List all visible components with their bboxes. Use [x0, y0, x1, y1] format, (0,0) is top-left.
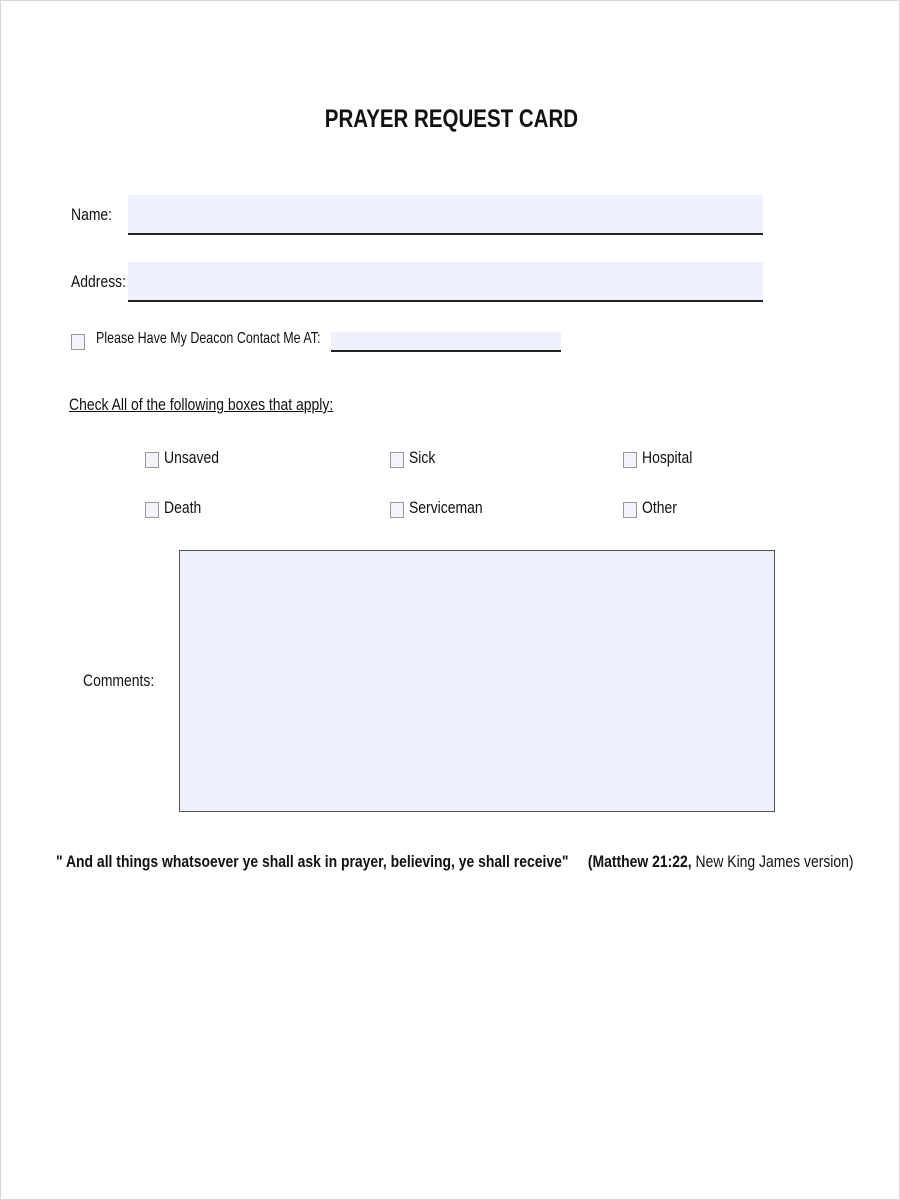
checklist-heading — [69, 395, 391, 415]
title-text: PRAYER REQUEST CARD — [324, 105, 578, 133]
other-label-text: Other — [642, 498, 677, 517]
other-label — [642, 498, 685, 518]
page-title — [1, 105, 900, 134]
hospital-label — [642, 448, 703, 468]
serviceman-checkbox[interactable] — [390, 502, 404, 518]
serviceman-label — [409, 498, 499, 518]
name-label-text: Name: — [71, 205, 113, 224]
deacon-contact-field[interactable] — [331, 332, 561, 352]
sick-checkbox[interactable] — [390, 452, 404, 468]
hospital-label-text: Hospital — [642, 448, 693, 467]
sick-label-text: Sick — [409, 448, 436, 467]
deacon-contact-label-text: Please Have My Deacon Contact Me AT: — [96, 330, 321, 347]
unsaved-label-text: Unsaved — [164, 448, 220, 467]
quote-version: New King James version) — [695, 852, 854, 871]
quote-text: " And all things whatsoever ye shall ask in prayer, believing, ye shall receive" — [56, 852, 569, 871]
name-field[interactable] — [128, 195, 763, 235]
comments-label-text: Comments: — [83, 671, 155, 690]
sick-label — [409, 448, 441, 468]
other-checkbox[interactable] — [623, 502, 637, 518]
name-label — [71, 205, 121, 225]
death-label — [164, 498, 209, 518]
comments-textarea[interactable] — [179, 550, 775, 812]
unsaved-label — [164, 448, 231, 468]
checklist-heading-text: Check All of the following boxes that apply: — [69, 395, 334, 414]
quote-reference: (Matthew 21:22, — [587, 852, 692, 871]
unsaved-checkbox[interactable] — [145, 452, 159, 468]
death-checkbox[interactable] — [145, 502, 159, 518]
address-field[interactable] — [128, 262, 763, 302]
serviceman-label-text: Serviceman — [409, 498, 483, 517]
comments-label — [83, 671, 170, 691]
address-label-text: Address: — [71, 272, 127, 291]
death-label-text: Death — [164, 498, 202, 517]
scripture-quote — [56, 852, 900, 872]
hospital-checkbox[interactable] — [623, 452, 637, 468]
deacon-contact-checkbox[interactable] — [71, 334, 85, 350]
